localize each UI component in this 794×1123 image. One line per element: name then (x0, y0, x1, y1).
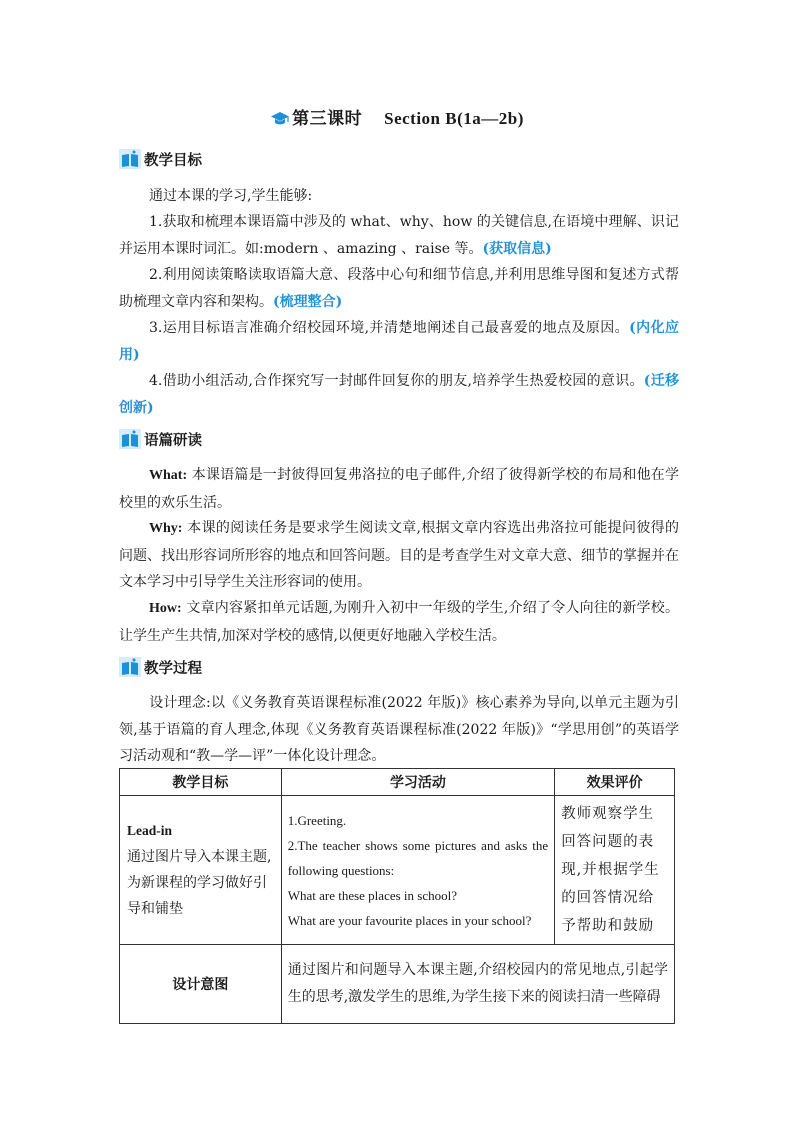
section-title: 教学目标 (144, 151, 202, 169)
table-header-row (120, 769, 675, 796)
section-title: 语篇研读 (144, 431, 202, 449)
design-philosophy: 设计理念:以《义务教育英语课程标准(2022 年版)》核心素养为导向,以单元主题为引领,基于语篇的育人理念,体现《义务教育英语课程标准(2022 年版)》“学思用创”的英语学习活动观和“教—学—评”一体化设计理念。 (119, 695, 679, 764)
objective-tag: (迁移创新) (119, 373, 679, 416)
design-intent-text: 通过图片和问题导入本课主题,介绍校园内的常见地点,引起学生的思考,激发学生的思维,为学生接下来的阅读扫清一些障碍 (281, 945, 674, 1024)
goal-cell (120, 796, 282, 945)
graduation-cap-icon (270, 111, 290, 132)
table-header: 效果评价 (555, 769, 675, 796)
objective-tag: (获取信息) (482, 240, 552, 257)
open-book-icon (119, 657, 141, 677)
activity-line: What are your favourite places in your school? (287, 912, 532, 928)
table-header: 教学目标 (120, 769, 282, 796)
section-heading-process (119, 656, 202, 678)
objective-item: 2.利用阅读策略读取语篇大意、段落中心句和细节信息,并利用思维导图和复述方式帮助梳理文章内容和架构。(梳理整合) (119, 267, 679, 310)
activity-line: What are these places in school? (287, 887, 457, 903)
lesson-plan-table (119, 768, 675, 1024)
open-book-icon (119, 429, 141, 449)
activity-cell (281, 796, 554, 945)
objective-item: 1.获取和梳理本课语篇中涉及的 what、why、how 的关键信息,在语境中理解、识记并运用本课时词汇。如:modern 、amazing 、raise 等。(获取信息) (119, 214, 679, 257)
analysis-how: How: 文章内容紧扣单元话题,为刚升入初中一年级的学生,介绍了令人向往的新学校。让学生产生共情,加深对学校的感情,以便更好地融入学校生活。 (119, 600, 679, 644)
title-cn: 第三课时 (292, 109, 363, 129)
objective-tag: (梳理整合) (273, 293, 343, 310)
objective-item: 3.运用目标语言准确介绍校园环境,并清楚地阐述自己最喜爱的地点及原因。(内化应用) (119, 320, 679, 363)
table-header: 学习活动 (281, 769, 554, 796)
table-row (120, 796, 675, 945)
section-heading-analysis (119, 428, 202, 450)
objective-tag: (内化应用) (119, 320, 679, 363)
objectives-intro: 通过本课的学习,学生能够: (149, 188, 313, 204)
section-heading-objectives (119, 148, 202, 170)
goal-title: Lead-in (127, 823, 173, 838)
activity-line: 2.The teacher shows some pictures and asks the following questions: (287, 837, 549, 878)
table-row (120, 945, 675, 1024)
page-title (0, 104, 794, 132)
title-en: Section B(1a—2b) (384, 109, 524, 128)
analysis-why: Why: 本课的阅读任务是要求学生阅读文章,根据文章内容选出弗洛拉可能提问彼得的问题、找出形容词所形容的地点和回答问题。目的是考查学生对文章大意、细节的掌握并在文本学习中引导学生关注形容词的使用。 (119, 520, 679, 590)
goal-text: 通过图片导入本课主题,为新课程的学习做好引导和铺垫 (127, 849, 272, 917)
section-title: 教学过程 (144, 659, 202, 677)
analysis-what: What: 本课语篇是一封彼得回复弗洛拉的电子邮件,介绍了彼得新学校的布局和他在学校里的欢乐生活。 (119, 467, 679, 511)
evaluation-cell: 教师观察学生回答问题的表现,并根据学生的回答情况给予帮助和鼓励 (555, 796, 675, 945)
activity-line: 1.Greeting. (287, 812, 347, 828)
design-intent-label: 设计意图 (120, 945, 282, 1024)
objective-item: 4.借助小组活动,合作探究写一封邮件回复你的朋友,培养学生热爱校园的意识。(迁移创新) (119, 373, 679, 416)
open-book-icon (119, 149, 141, 169)
